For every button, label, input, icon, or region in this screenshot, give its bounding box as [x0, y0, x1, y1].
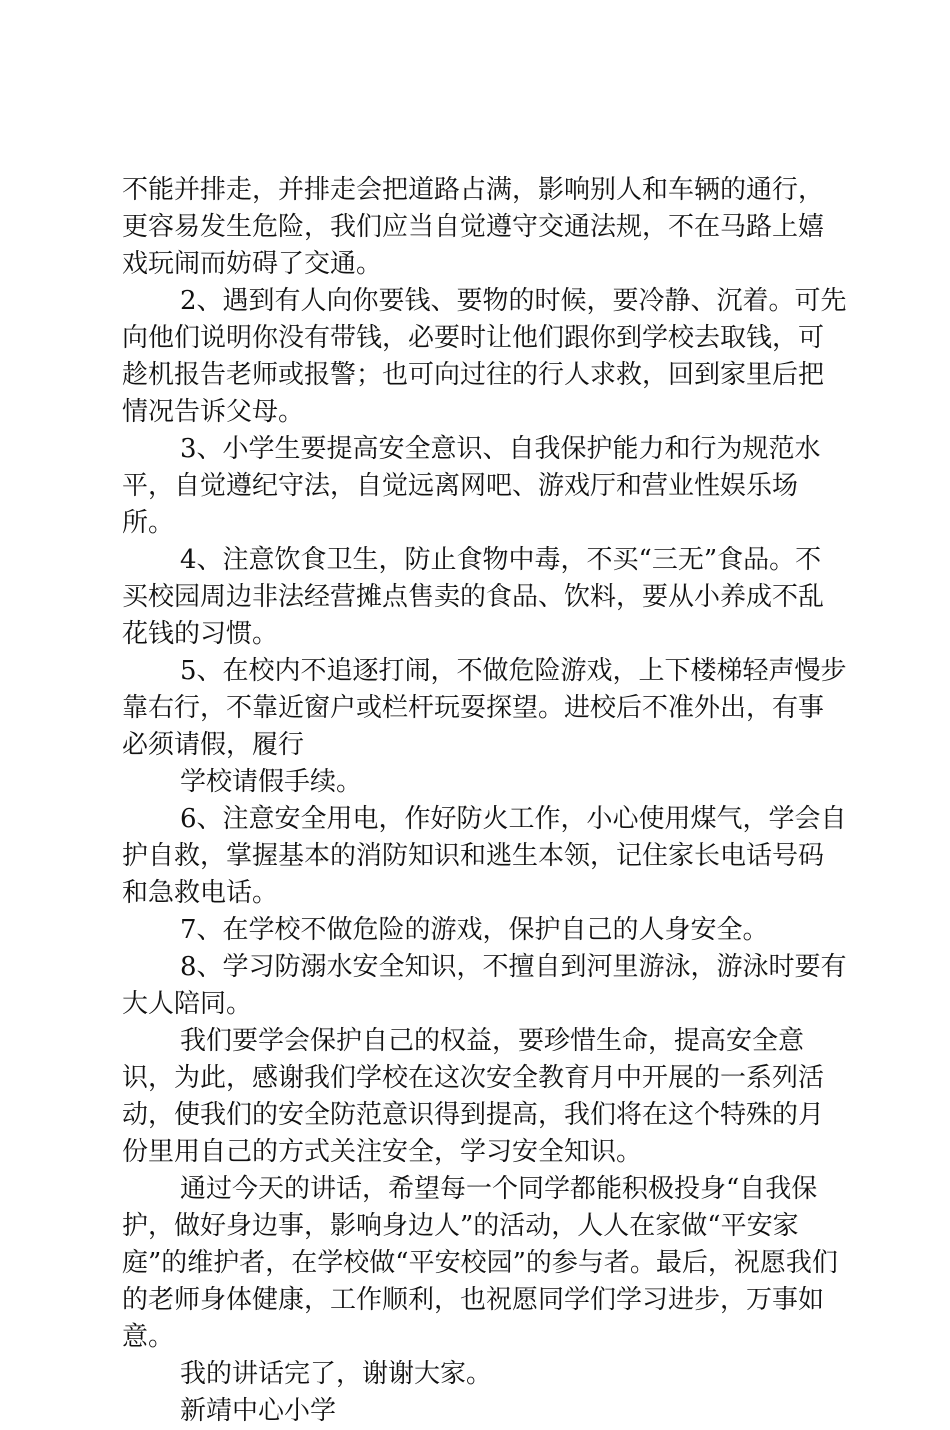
paragraph-conclusion: 我们要学会保护自己的权益，要珍惜生命，提高安全意识，为此，感谢我们学校在这次安全教育月中开展的一系列活动，使我们的安全防范意识得到提高，我们将在这个特殊的月份里用自己的方式关注安全，学习安全知识。 — [122, 1026, 825, 1167]
paragraph-item-3: 3、小学生要提高安全意识、自我保护能力和行为规范水平，自觉遵纪守法，自觉远离网吧、游戏厅和营业性娱乐场所。 — [122, 434, 821, 538]
paragraph-item-4: 4、注意饮食卫生，防止食物中毒，不买“三无”食品。不买校园周边非法经营摊点售卖的食品、饮料，要从小养成不乱花钱的习惯。 — [122, 545, 825, 649]
signature: 新靖中心小学 — [180, 1396, 337, 1426]
paragraph-closing: 我的讲话完了，谢谢大家。 — [180, 1359, 493, 1389]
paragraph-item-8: 8、学习防溺水安全知识，不擅自到河里游泳，游泳时要有大人陪同。 — [122, 952, 847, 1019]
paragraph-item-2: 2、遇到有人向你要钱、要物的时候，要冷静、沉着。可先向他们说明你没有带钱，必要时让他们跟你到学校去取钱，可趁机报告老师或报警；也可向过往的行人求救，回到家里后把情况告诉父母。 — [122, 286, 847, 427]
paragraph-traffic-continued: 不能并排走，并排走会把道路占满，影响别人和车辆的通行，更容易发生危险，我们应当自觉遵守交通法规，不在马路上嬉戏玩闹而妨碍了交通。 — [122, 175, 825, 279]
document-body — [122, 172, 847, 1430]
paragraph-item-6: 6、注意安全用电，作好防火工作，小心使用煤气，学会自护自救，掌握基本的消防知识和逃生本领，记住家长电话号码和急救电话。 — [122, 804, 847, 908]
paragraph-item-7: 7、在学校不做危险的游戏，保护自己的人身安全。 — [180, 915, 769, 945]
paragraph-wishes: 通过今天的讲话，希望每一个同学都能积极投身“自我保护，做好身边事，影响身边人”的活动，人人在家做“平安家庭”的维护者，在学校做“平安校园”的参与者。最后，祝愿我们的老师身体健康，工作顺利，也祝愿同学们学习进步，万事如意。 — [122, 1174, 838, 1352]
paragraph-item-5: 5、在校内不追逐打闹，不做危险游戏，上下楼梯轻声慢步靠右行，不靠近窗户或栏杆玩耍探望。进校后不准外出，有事必须请假，履行 — [122, 656, 847, 760]
paragraph-item-5-continued: 学校请假手续。 — [180, 767, 363, 797]
